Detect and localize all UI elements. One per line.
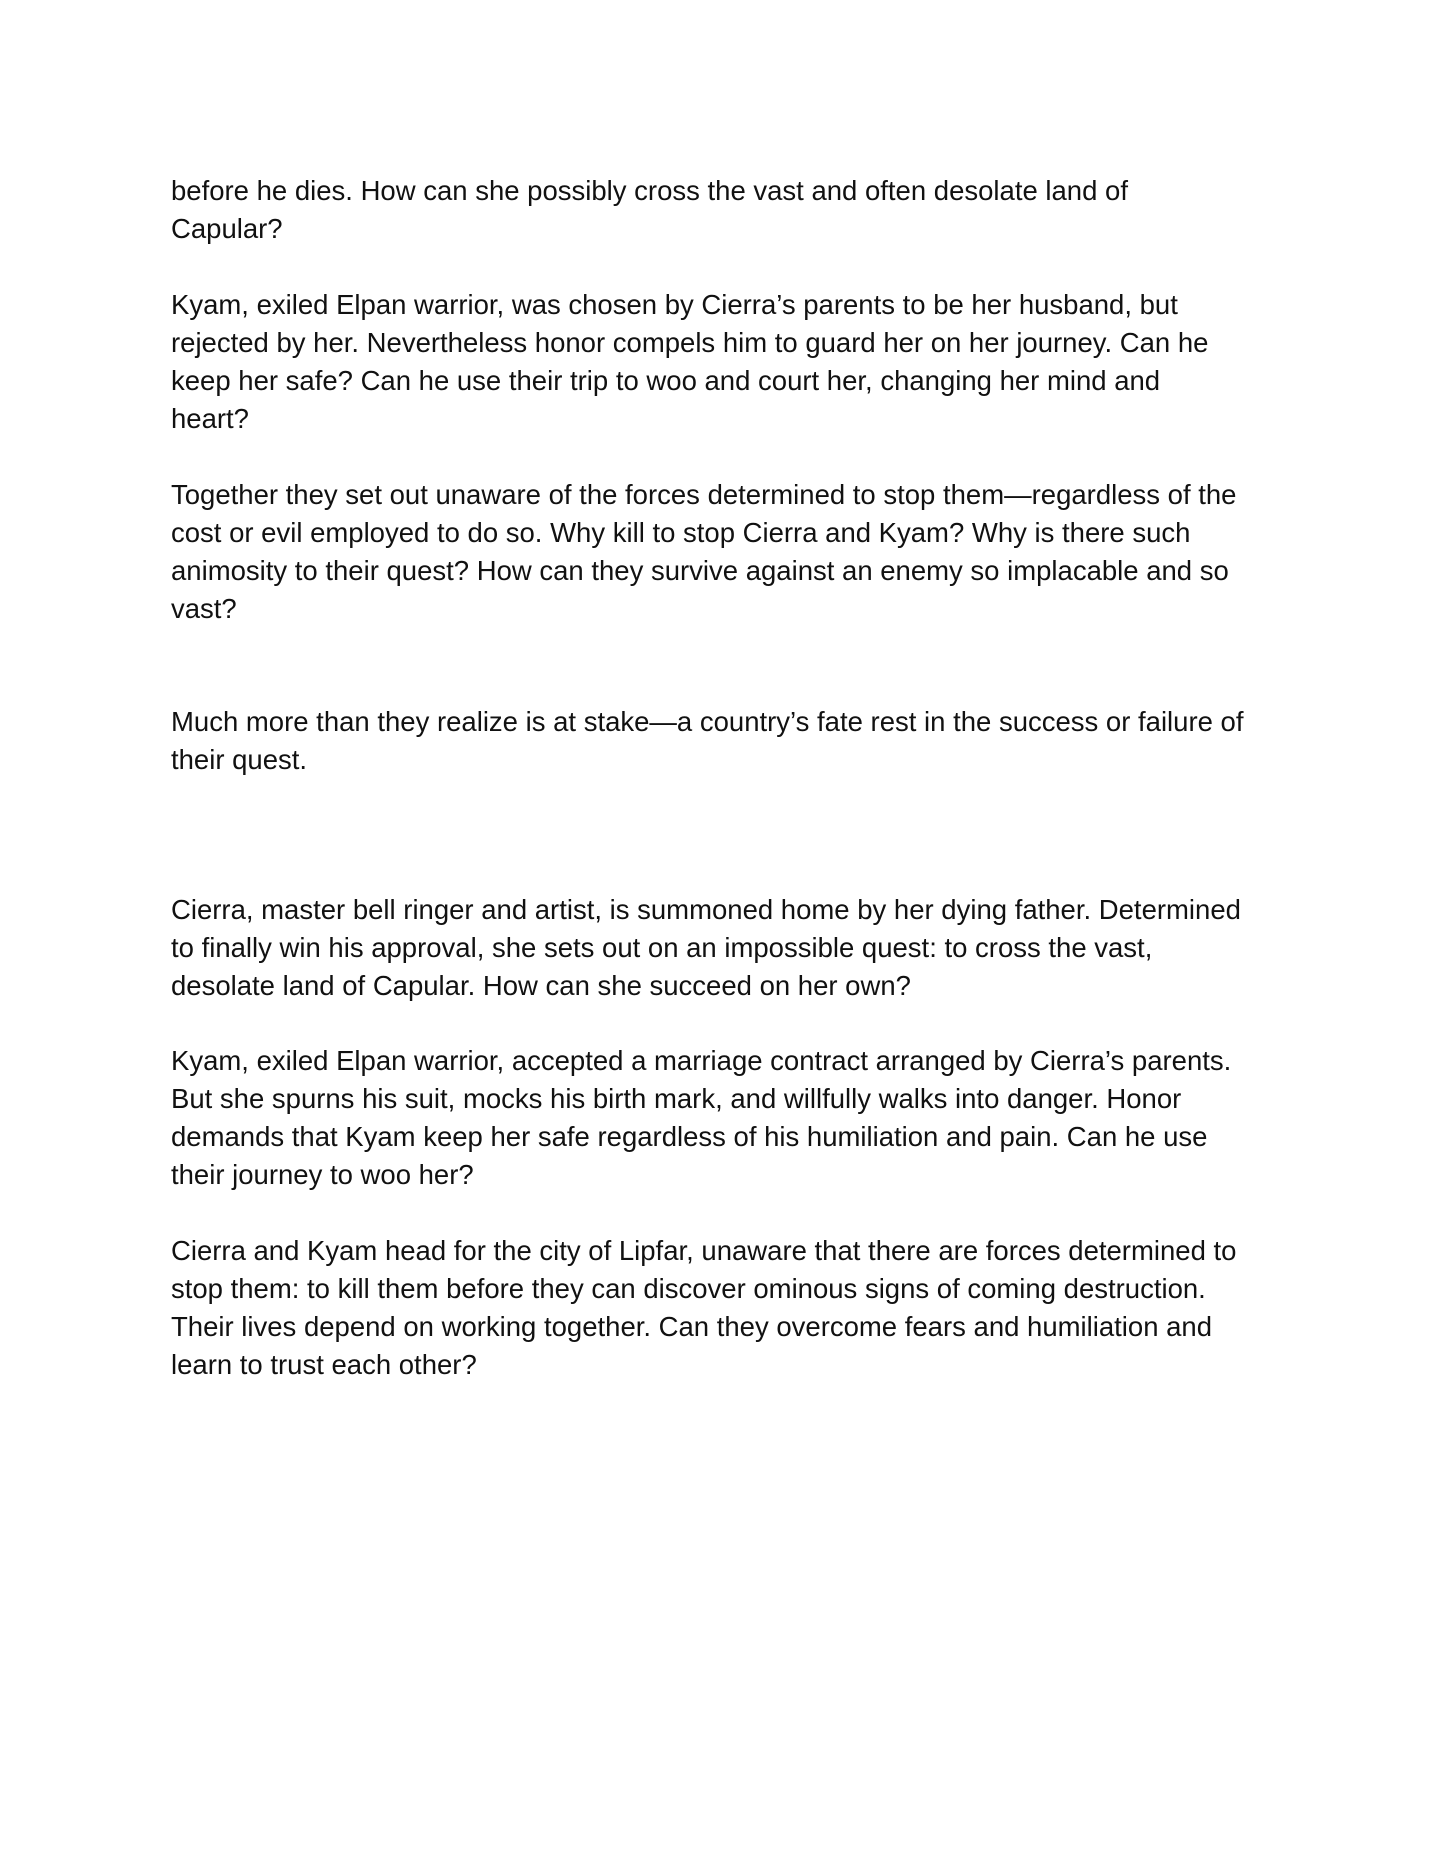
text-line: to finally win his approval, she sets out on an impossible quest: to cross the vast, xyxy=(171,932,1153,963)
text-line: But she spurns his suit, mocks his birth mark, and willfully walks into danger. Honor xyxy=(171,1083,1182,1114)
text-line: Much more than they realize is at stake—a country’s fate rest in the success or failure of xyxy=(171,706,1244,737)
paragraph-2 xyxy=(171,286,1291,438)
text-line: their quest. xyxy=(171,744,308,775)
paragraph-5 xyxy=(171,891,1291,1005)
text-line: before he dies. How can she possibly cross the vast and often desolate land of xyxy=(171,175,1128,206)
text-line: vast? xyxy=(171,593,237,624)
paragraph-3 xyxy=(171,476,1291,628)
text-line: keep her safe? Can he use their trip to woo and court her, changing her mind and xyxy=(171,365,1161,396)
text-line: heart? xyxy=(171,403,249,434)
text-line: cost or evil employed to do so. Why kill to stop Cierra and Kyam? Why is there such xyxy=(171,517,1191,548)
text-line: Kyam, exiled Elpan warrior, was chosen by Cierra’s parents to be her husband, but xyxy=(171,289,1178,320)
text-line: desolate land of Capular. How can she succeed on her own? xyxy=(171,970,911,1001)
paragraph-1 xyxy=(171,172,1291,248)
text-line: Cierra, master bell ringer and artist, is summoned home by her dying father. Determined xyxy=(171,894,1241,925)
text-line: demands that Kyam keep her safe regardless of his humiliation and pain. Can he use xyxy=(171,1121,1208,1152)
text-line: animosity to their quest? How can they survive against an enemy so implacable and so xyxy=(171,555,1229,586)
text-line: their journey to woo her? xyxy=(171,1159,474,1190)
text-line: rejected by her. Nevertheless honor compels him to guard her on her journey. Can he xyxy=(171,327,1209,358)
paragraph-7 xyxy=(171,1232,1291,1384)
text-line: learn to trust each other? xyxy=(171,1349,477,1380)
text-line: Their lives depend on working together. Can they overcome fears and humiliation and xyxy=(171,1311,1213,1342)
paragraph-6 xyxy=(171,1042,1291,1194)
text-line: Together they set out unaware of the forces determined to stop them—regardless of the xyxy=(171,479,1237,510)
paragraph-4 xyxy=(171,703,1291,779)
text-line: stop them: to kill them before they can discover ominous signs of coming destruction. xyxy=(171,1273,1206,1304)
text-line: Cierra and Kyam head for the city of Lipfar, unaware that there are forces determined to xyxy=(171,1235,1237,1266)
text-line: Kyam, exiled Elpan warrior, accepted a marriage contract arranged by Cierra’s parents. xyxy=(171,1045,1232,1076)
text-line: Capular? xyxy=(171,213,283,244)
